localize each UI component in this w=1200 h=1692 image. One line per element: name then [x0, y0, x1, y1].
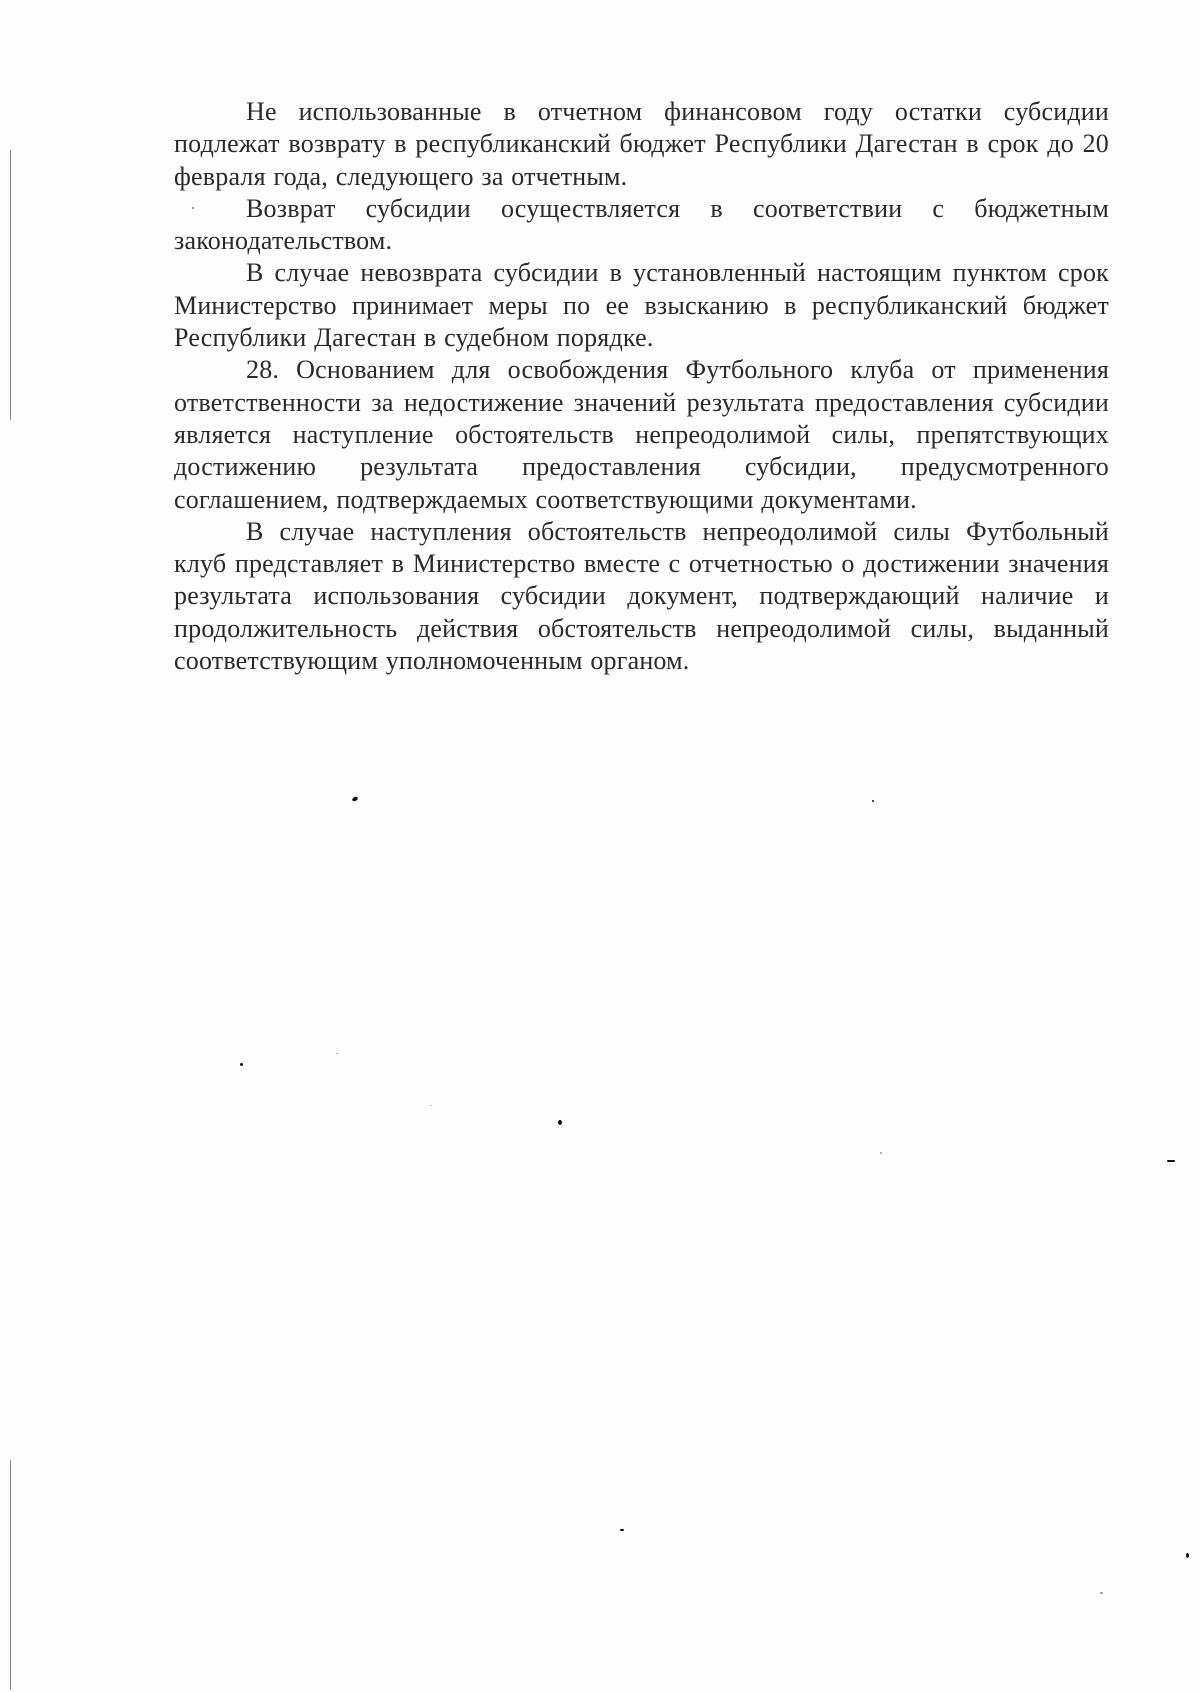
scan-speck — [430, 1105, 432, 1106]
scan-edge-line-top — [10, 150, 11, 420]
scan-edge-line-bottom — [10, 1460, 11, 1690]
paragraph-subsidy-return: Возврат субсидии осуществляется в соответствии с бюджетным законодательством. — [174, 193, 1109, 256]
scan-speck — [872, 800, 874, 802]
paragraph-force-majeure: В случае наступления обстоятельств непреодолимой силы Футбольный клуб представляет в Министерство вместе с отчетностью о достижении значения результата использования субсидии документ, подтверждающий наличие и продолжительность действия обстоятельств непреодолимой силы, выданный соответствующим уполномоченным органом. — [174, 516, 1109, 676]
scan-speck — [1167, 1160, 1175, 1162]
paragraph-unused-subsidy: Не использованные в отчетном финансовом году остатки субсидии подлежат возврату в республиканский бюджет Республики Дагестан в срок до 20 февраля года, следующего за отчетным. — [174, 97, 1109, 191]
scan-speck — [1186, 1553, 1189, 1558]
scan-speck — [880, 1152, 882, 1154]
scan-speck — [558, 1120, 562, 1125]
paragraph-non-return: В случае невозврата субсидии в установленный настоящим пунктом срок Министерство принимает меры по ее взысканию в республиканский бюджет Республики Дагестан в судебном порядке. — [174, 258, 1109, 353]
scan-speck — [620, 1529, 624, 1531]
paragraph-item-28: 28. Основанием для освобождения Футбольного клуба от применения ответственности за недостижение значений результата предоставления субсидии является наступление обстоятельств непреодолимой силы, препятствующих достижению результата предоставления субсидии, предусмотренного соглашением, подтверждаемых соответствующими документами. — [174, 355, 1109, 514]
scan-speck — [192, 207, 194, 209]
scan-speck — [240, 1063, 243, 1066]
scan-speck — [1100, 1592, 1103, 1594]
scan-speck — [351, 796, 358, 802]
scan-speck — [336, 1053, 338, 1054]
document-body — [174, 96, 1109, 677]
